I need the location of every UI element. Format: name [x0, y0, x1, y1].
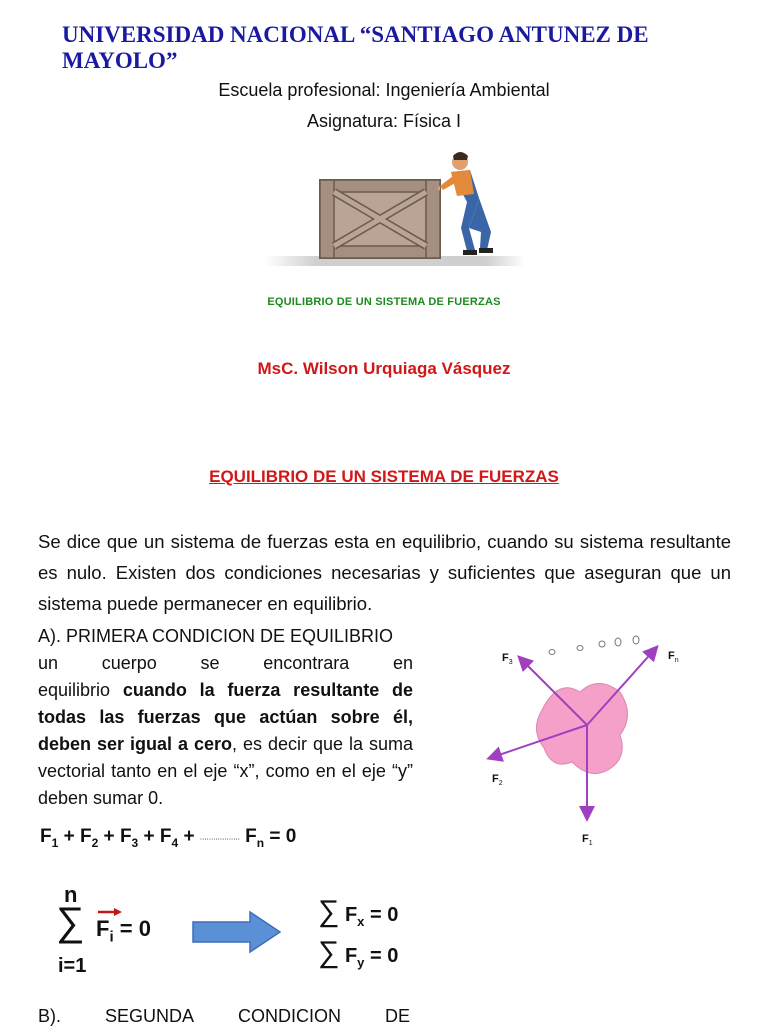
word: encontrara: [263, 653, 350, 673]
sigma-term: $F_i = 0$: [96, 916, 151, 946]
label-f2: $F_2$: [492, 773, 503, 788]
word: un: [38, 653, 59, 673]
sigma-upper-limit: n: [64, 882, 78, 907]
label-f3: $F_3$: [502, 652, 513, 667]
implies-arrow-icon: [192, 910, 282, 954]
body-text-1: equilibrio: [38, 680, 123, 700]
sigma-lower-limit: i=1: [58, 955, 87, 977]
label-fn: $F_n$: [668, 650, 679, 665]
man-pushing-crate-illustration: [265, 150, 525, 268]
word: CONDICION: [238, 1006, 341, 1026]
school-line: Escuela profesional: Ingeniería Ambiental: [218, 80, 550, 100]
sum-fy-equation: ∑ $F_y = 0$: [318, 936, 399, 970]
word: cuerpo: [101, 653, 157, 673]
image-caption: EQUILIBRIO DE UN SISTEMA DE FUERZAS: [267, 296, 501, 308]
condition-a-title: A). PRIMERA CONDICION DE EQUILIBRIO: [38, 626, 394, 646]
author-name: MsC. Wilson Urquiaga Vásquez: [257, 359, 511, 378]
label-f1: $F_1$: [582, 833, 593, 848]
word: se: [200, 653, 220, 673]
dots-ellipsis-icon: [549, 636, 639, 655]
body-blob: [536, 684, 627, 774]
word: B).: [38, 1006, 62, 1026]
body-text-2: , es decir que la suma vectorial tanto en el eje “x”, como en el eje “y” deben sumar 0.: [38, 734, 413, 808]
vector-arrow-icon: [96, 903, 122, 911]
condition-a-block: [38, 623, 413, 812]
word: SEGUNDA: [105, 1006, 195, 1026]
condition-a-body: [38, 677, 413, 812]
section-title: EQUILIBRIO DE UN SISTEMA DE FUERZAS: [209, 467, 559, 486]
man-icon: [437, 152, 493, 255]
condition-a-first-line: [38, 650, 413, 677]
word: en: [392, 653, 413, 673]
sigma-symbol: ∑: [56, 900, 85, 944]
crate-icon: [320, 180, 440, 258]
body-bold-text: cuando la fuerza resultante de todas las fuerzas que actúan sobre él, deben ser igual a cero: [38, 680, 413, 754]
university-title: UNIVERSIDAD NACIONAL “SANTIAGO ANTUNEZ DE MAYOLO”: [62, 22, 649, 73]
sum-fx-equation: ∑ $F_x = 0$: [318, 895, 399, 929]
intro-paragraph: Se dice que un sistema de fuerzas esta en equilibrio, cuando su sistema resultante es nulo. Existen dos condiciones necesarias y suficientes que aseguran que un sistema puede permanecer en equilibrio.: [38, 531, 731, 614]
word: DE: [384, 1006, 410, 1026]
course-line: Asignatura: Física I: [306, 111, 462, 131]
sum-of-forces-equation: $F_1 + F_2 + F_3 + F_4$ + .................. $F_n = 0$: [40, 826, 297, 850]
